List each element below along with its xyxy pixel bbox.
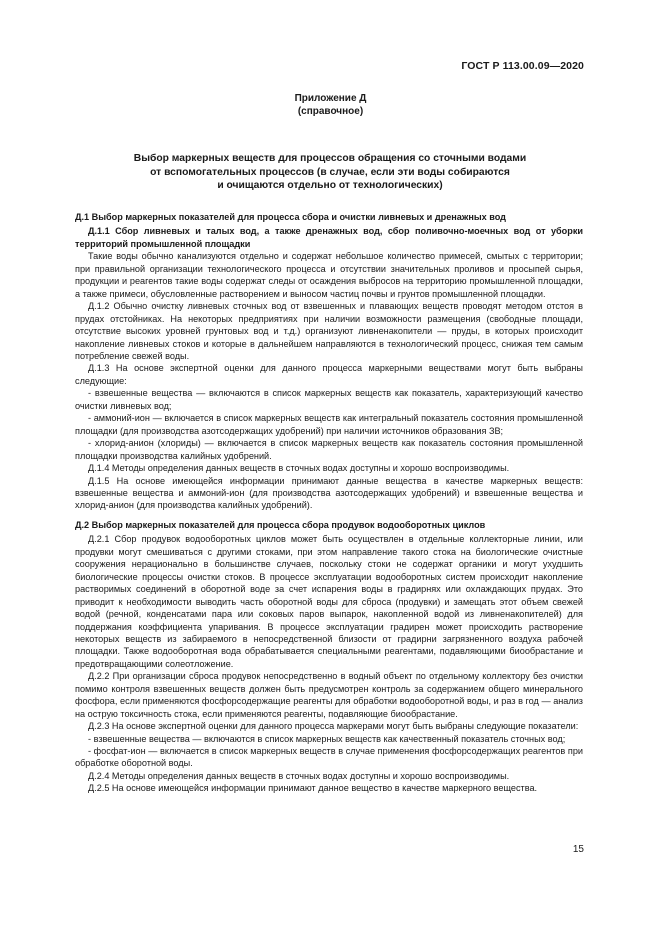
appendix-type: (справочное) <box>297 106 364 117</box>
section-heading: Д.2 Выбор маркерных показателей для процесса сбора продувок водооборотных циклов <box>75 519 486 530</box>
list-item: - взвешенные вещества — включаются в список маркерных веществ как качественный показатель сточных вод; <box>88 733 566 744</box>
paragraph: Д.2.4 Методы определения данных веществ в сточных водах доступны и хорошо воспроизводимы. <box>88 770 510 781</box>
list-item: - взвешенные вещества — включаются в список маркерных веществ как показатель, характеризующий качество очистки ливневых вод; <box>75 388 583 411</box>
paragraph: Д.1.5 На основе имеющейся информации принимают данные вещества в качестве маркерных веществ: взвешенные вещества и аммоний-ион (для производства азотсодержащих удобрений) и взвешенные вещества и хлорид-анион (для производства калийных удобрений). <box>75 475 583 511</box>
paragraph: Д.1.4 Методы определения данных веществ в сточных водах доступны и хорошо воспроизводимы. <box>88 463 510 474</box>
standard-designation: ГОСТ Р 113.00.09—2020 <box>461 60 584 72</box>
paragraph: Д.1.2 Обычно очистку ливневых сточных вод от взвешенных и плавающих веществ проводят методом отстоя в прудах отстойниках. На некоторых предприятиях при наличии возможности размещения (свободные площади, отсутствие высоких уровней грунтовых вод и т.д.) организуют ливненакопители — пруды, в которых происходит накопление ливневых стоков и которые в дальнейшем направляются в технологический процесс, снижая тем самым потребление свежей воды. <box>75 301 583 361</box>
appendix-heading <box>0 92 661 118</box>
title-line: от вспомогательных процессов (в случае, если эти воды собираются <box>150 166 510 178</box>
list-item: - фосфат-ион — включается в список маркерных веществ в случае применения фосфорсодержащих реагентов при обработке оборотной воды. <box>75 746 583 769</box>
subsection-heading: Д.1.1 Сбор ливневых и талых вод, а также дренажных вод, сбор поливочно-моечных вод от уборки территорий промышленной площадки <box>75 226 583 249</box>
paragraph: Д.2.5 На основе имеющейся информации принимают данное вещество в качестве маркерного вещества. <box>88 783 538 794</box>
page-number: 15 <box>572 844 584 855</box>
title-line: Выбор маркерных веществ для процессов обращения со сточными водами <box>133 153 527 164</box>
appendix-title <box>80 152 580 193</box>
appendix-label: Приложение Д <box>294 93 367 104</box>
document-body <box>75 209 583 795</box>
paragraph: Д.2.3 На основе экспертной оценки для данного процесса маркерами могут быть выбраны следующие показатели: <box>88 721 579 732</box>
paragraph: Д.2.2 При организации сброса продувок непосредственно в водный объект по отдельному коллектору без очистки помимо контроля взвешенных веществ должен быть предусмотрен контроль за содержанием общего минерального фосфора, если применяются фосфорсодержащие реагенты для обработки водооборотной воды, и раз в год — анализ на острую токсичность стока, если применяются реагенты, подавляющие биообрастание. <box>75 671 583 719</box>
section-heading: Д.1 Выбор маркерных показателей для процесса сбора и очистки ливневых и дренажных вод <box>75 212 506 222</box>
paragraph: Такие воды обычно канализуются отдельно и содержат небольшое количество примесей, смытых с территории; при правильной организации технологического процесса и отсутствии значительных проливов и просыпей сырья, продукции и реагентов такие воды содержат следы от осаждения выбросов на территорию промышленной площадки, а также примеси, обусловленные растворением и выносом частиц почвы и грунтов промышленной площадки. <box>75 251 583 299</box>
paragraph: Д.2.1 Сбор продувок водооборотных циклов может быть осуществлен в отдельные коллекторные линии, или продувки могут смешиваться с другими стоками, при этом направление такого стока на биологические очистные сооружения нерационально в большинстве случаев, поскольку стоки не содержат органики и могут ухудшить биологические процессы очистки стоков. В процессе эксплуатации водооборотных систем происходит накопление растворимых соединений в оборотной воде за счет испарения воды в градирнях или охлаждающих прудах. Это приводит к необходимости выводить часть оборотной воды для сброса (продувки) и замещать этот объем свежей водой (речной, конденсатами пара или соковых паров выпарок, накопленной водой из ливненакопителей) для поддержания коэффициента упаривания. В процессе эксплуатации градирен может происходить растворение некоторых веществ из забираемого в непосредственной близости от градирни загрязненного воздуха рабочей площадки. Также водооборотная вода обрабатывается специальными реагентами, подавляющими биообрастание и предотвращающими солеотложение. <box>75 534 583 669</box>
list-item: - хлорид-анион (хлориды) — включается в список маркерных веществ как показатель состояния промышленной площадки производства калийных удобрений. <box>75 438 583 461</box>
paragraph: Д.1.3 На основе экспертной оценки для данного процесса маркерными веществами могут быть выбраны следующие: <box>75 363 583 386</box>
title-line: и очищаются отдельно от технологических) <box>217 180 443 191</box>
list-item: - аммоний-ион — включается в список маркерных веществ как интегральный показатель состояния промышленной площадки (для производства азотсодержащих удобрений) при наличии источников образования ЗВ; <box>75 413 583 436</box>
